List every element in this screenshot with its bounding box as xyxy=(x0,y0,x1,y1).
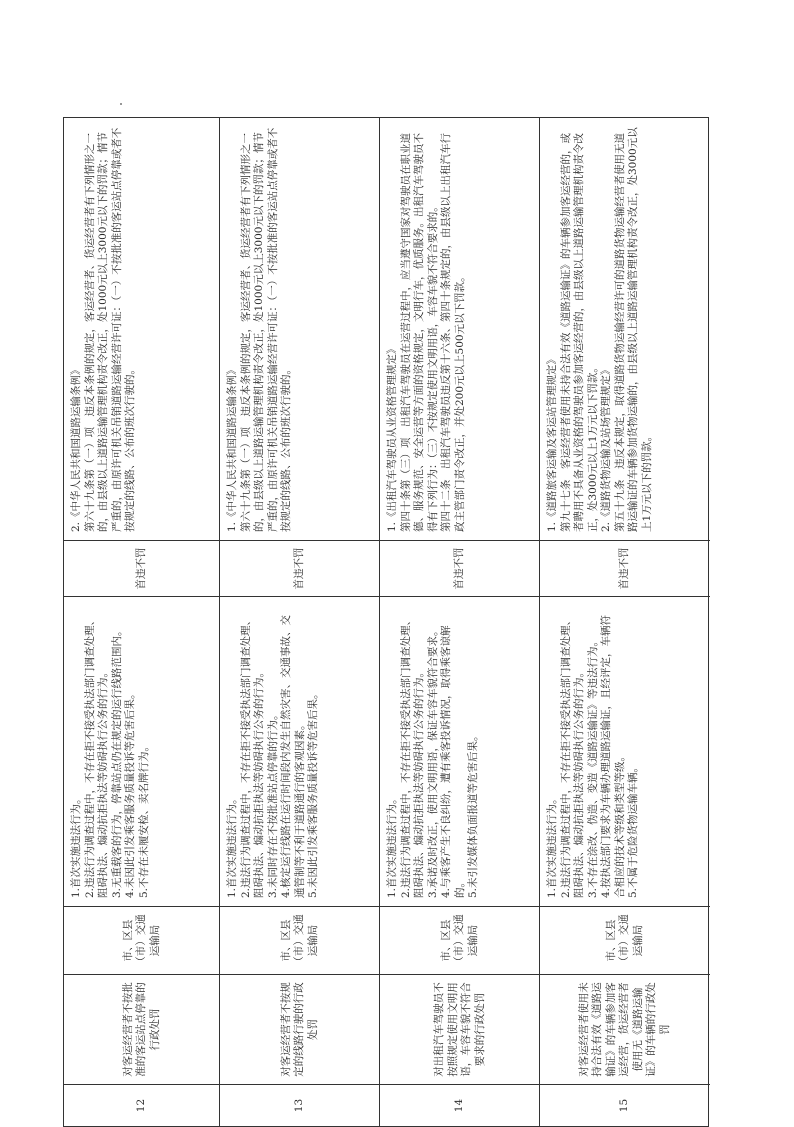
cell-basis xyxy=(380,116,540,540)
table-row xyxy=(540,118,710,1126)
cell-basis xyxy=(540,116,710,540)
cell-item xyxy=(380,974,540,1084)
condition-line: 5.不存在未履安检、卖名牌行为。 xyxy=(137,740,150,898)
basis-line: 第六十九条第（一）项 违反本条例的规定，客运经营者、货运经营者有下列情形之一的，由县级以上道路运输管理机构责令改正，处1000元以上3000元以下的罚款；情节严重的，由原许可机关吊销道路运输经营许可证：（一）不按批准的客运站点停靠或者不按规定的线路、公布的班次行驶的。 xyxy=(83,127,136,532)
condition-line: 2.违法行为调查过程中，不存在拒不接受执法部门调查处理、阻碍执法、煽动抗拒执法等妨碍执行公务的行为。 xyxy=(239,614,265,898)
cell-no xyxy=(64,1084,220,1126)
cell-basis xyxy=(220,116,380,540)
condition-line: 2.违法行为调查过程中，不存在拒不接受执法部门调查处理、阻碍执法、煽动抗拒执法等妨碍执行公务的行为。 xyxy=(83,614,109,898)
cell-conditions xyxy=(64,596,220,906)
condition-line: 5.未引发媒体负面报道等危害后果。 xyxy=(467,730,479,898)
cell-no xyxy=(540,1084,710,1126)
condition-line: 1.首次实施违法行为。 xyxy=(386,793,398,898)
condition-line: 1.首次实施违法行为。 xyxy=(546,793,558,898)
cell-dept xyxy=(540,906,710,974)
item-text: 对出租汽车驾驶员不按照规定使用文明用语，车容车貌不符合要求的行政处罚 xyxy=(433,982,486,1077)
basis-line: 第五十九条 违反本规定，取得道路货物运输经营许可的道路货物运输经营者使用无道路运输证的车辆参加货物运输的，由县级以上道路运输管理机构责令改正，处3000元以上1万元以下的罚款。 xyxy=(613,127,653,532)
cell-dept xyxy=(64,906,220,974)
condition-line: 1.首次实施违法行为。 xyxy=(70,793,82,898)
cell-conditions xyxy=(380,596,540,906)
result-text: 首违不罚 xyxy=(293,547,306,590)
dept-text: 市、区县（市）交通运输局 xyxy=(439,914,479,967)
condition-line: 3.承诺及时改正，使用文明用语，保证车容车貌符合要求。 xyxy=(426,625,439,898)
cell-basis xyxy=(64,116,220,540)
condition-line: 2.违法行为调查过程中，不存在拒不接受执法部门调查处理、阻碍执法、煽动抗拒执法等妨碍执行公务的行为。 xyxy=(399,614,425,898)
cell-no xyxy=(220,1084,380,1126)
table-row xyxy=(64,118,220,1126)
condition-line: 5.未因此引发乘客服务质量投诉等危害后果。 xyxy=(307,688,319,898)
basis-line: 第六十九条第（一）项 违反本条例的规定，客运经营者、货运经营者有下列情形之一的，由县级以上道路运输管理机构责令改正，处1000元以上3000元以下的罚款；情节严重的，由原许可机关吊销道路运输经营许可证：（一）不按批准的客运站点停靠或者不按规定的线路、公布的班次行驶的。 xyxy=(239,127,292,532)
item-text: 对客运经营者使用未持合法有效《道路运输证》的车辆参加客运经营，货运经营者使用无《道路运输证》的车辆的行政处罚 xyxy=(577,982,671,1077)
basis-line: 第四十条第（三）项 出租汽车驾驶员在运营过程中，应当遵守国家对驾驶员在职业道德、服务规范、安全运营等方面的资格规定，文明行车，优质服务。出租汽车驾驶员不得有下列行为：（三）不按规定使用文明用语，车容车貌不符合要求的。 xyxy=(399,133,439,532)
basis-line: 1.《中华人民共和国道路运输条例》 xyxy=(226,364,238,532)
condition-line: 5.不属于危险货物运输车辆。 xyxy=(627,761,639,898)
basis-line: 1.《出租汽车驾驶员从业资格管理规定》 xyxy=(386,343,398,532)
condition-line: 2.违法行为调查过程中，不存在拒不接受执法部门调查处理、阻碍执法、煽动抗拒执法等妨碍执行公务的行为。 xyxy=(559,614,585,898)
basis-line: 第四十二条 出租汽车驾驶员违反第十六条、第四十条规定的，由县级以上出租汽车行政主管部门责令改正，并处200元以上500元以下罚款。 xyxy=(440,133,466,532)
result-text: 首违不罚 xyxy=(135,547,148,590)
cell-result xyxy=(380,540,540,596)
cell-result xyxy=(540,540,710,596)
scan-speck xyxy=(120,103,122,105)
condition-line: 3.未同时存在不按批准站点停靠的行为。 xyxy=(266,709,279,898)
cell-conditions xyxy=(540,596,710,906)
cell-item xyxy=(540,974,710,1084)
basis-line: 2.《道路货物运输及站场管理规定》 xyxy=(600,364,612,532)
no-text: 14 xyxy=(453,1098,466,1113)
condition-line: 4.核定运行线路在运行时间段内发生自然灾害、交通事故、交通管制等不利于道路通行的客观因素。 xyxy=(280,614,306,898)
item-text: 对客运经营者不按规定的线路行驶的行政处罚 xyxy=(279,982,319,1077)
condition-line: 4.未因此引发乘客服务质量投诉等危害后果。 xyxy=(124,688,136,898)
cell-dept xyxy=(220,906,380,974)
condition-line: 1.首次实施违法行为。 xyxy=(226,793,238,898)
item-text: 对客运经营者不按批准的客运站点停靠的行政处罚 xyxy=(121,982,161,1077)
cell-no xyxy=(380,1084,540,1126)
result-text: 首违不罚 xyxy=(618,547,631,590)
dept-text: 市、区县（市）交通运输局 xyxy=(604,914,644,967)
condition-line: 3.不存在涂改、伪造、变造《道路运输证》等违法行为。 xyxy=(586,635,599,898)
result-text: 首违不罚 xyxy=(453,547,466,590)
no-text: 13 xyxy=(293,1098,306,1113)
table-row xyxy=(220,118,380,1126)
cell-result xyxy=(64,540,220,596)
dept-text: 市、区县（市）交通运输局 xyxy=(121,914,161,967)
cell-conditions xyxy=(220,596,380,906)
dept-text: 市、区县（市）交通运输局 xyxy=(279,914,319,967)
table-row xyxy=(380,118,540,1126)
cell-dept xyxy=(380,906,540,974)
basis-line: 1.《道路旅客运输及客运站管理规定》 xyxy=(546,353,558,532)
no-text: 15 xyxy=(618,1098,631,1113)
basis-line: 第九十七条 客运经营者使用未持合法有效《道路运输证》的车辆参加客运经营的，或者聘用不具备从业资格的驾驶员参加客运经营的，由县级以上道路运输管理机构责令改正，处3000元以上1万元以下罚款。 xyxy=(559,133,599,532)
condition-line: 4.按执法部门要求为车辆办理道路运输证，且经评定，车辆符合相应的技术等级和类型等级。 xyxy=(600,614,626,898)
basis-line: 2.《中华人民共和国道路运输条例》 xyxy=(70,364,82,532)
cell-item xyxy=(64,974,220,1084)
condition-line: 3.无重载客的行为，停靠站点仍在规定的运行线路范围内。 xyxy=(110,625,123,898)
no-text: 12 xyxy=(135,1098,148,1113)
condition-line: 4.与乘客产生不良纠纷，遭有乘客投诉情况，取得乘客谅解的。 xyxy=(440,625,466,898)
cell-result xyxy=(220,540,380,596)
rotated-table xyxy=(63,117,709,1127)
cell-item xyxy=(220,974,380,1084)
